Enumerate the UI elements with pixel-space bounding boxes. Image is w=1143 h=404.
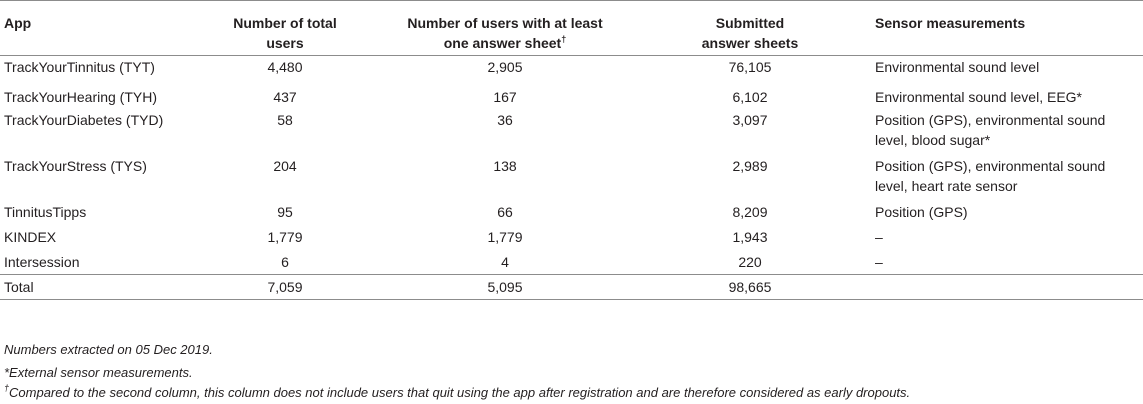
header-sensor: Sensor measurements: [875, 15, 1026, 31]
cell-sensor: [865, 275, 1143, 300]
footnote-dagger-text: Compared to the second column, this column does not include users that quit using the app after registration and are therefore considered as early dropouts.: [9, 385, 911, 400]
cell-submitted: 2,989: [732, 157, 768, 174]
header-app: App: [4, 15, 32, 31]
header-users-with-sheet-wrap: [395, 13, 615, 53]
header-submitted: [635, 1, 865, 56]
cell-total-users: 1,779: [267, 228, 303, 245]
cell-total-users: 58: [277, 111, 293, 128]
table-row: [0, 251, 1143, 275]
cell-app: Intersession: [4, 253, 80, 270]
cell-submitted: 76,105: [728, 59, 772, 75]
cell-total-users: 6: [281, 253, 289, 270]
cell-sensor: Position (GPS): [875, 203, 968, 220]
cell-submitted: 98,665: [728, 279, 772, 295]
cell-sensor: Environmental sound level, EEG*: [875, 88, 1082, 105]
cell-app: TrackYourHearing (TYH): [4, 88, 158, 105]
cell-users-with-sheet: 2,905: [487, 59, 523, 75]
cell-app: KINDEX: [4, 228, 57, 245]
cell-app: TrackYourTinnitus (TYT): [4, 59, 155, 75]
cell-total-users: 437: [273, 88, 297, 105]
header-total-users-text: Number of total users: [233, 15, 337, 51]
cell-users-with-sheet: 5,095: [487, 279, 523, 295]
footnote-extraction-date: Numbers extracted on 05 Dec 2019.: [4, 342, 213, 357]
cell-users-with-sheet: 138: [493, 157, 517, 174]
cell-sensor-text: Position (GPS), environmental sound level, heart rate sensor: [875, 157, 1106, 194]
table-row: [0, 56, 1143, 86]
cell-sensor-text: Position (GPS), environmental sound level, blood sugar*: [875, 111, 1106, 148]
cell-users-with-sheet: 4: [501, 253, 509, 270]
table-row: [0, 155, 1143, 201]
footnote-external-sensor: *External sensor measurements.: [4, 365, 193, 380]
cell-users-with-sheet: 66: [497, 203, 513, 220]
cell-submitted: 1,943: [732, 228, 768, 245]
cell-total-users: 95: [277, 203, 293, 220]
cell-total-label: Total: [4, 279, 34, 295]
cell-users-with-sheet: 36: [497, 111, 513, 128]
cell-sensor: –: [875, 253, 883, 270]
footnote-dagger: [4, 383, 910, 403]
table-row: [0, 226, 1143, 251]
cell-total-users: 7,059: [267, 279, 303, 295]
cell-users-with-sheet: 1,779: [487, 228, 523, 245]
cell-app: TrackYourDiabetes (TYD): [4, 111, 164, 128]
cell-submitted: 220: [738, 253, 762, 270]
cell-sensor: –: [875, 228, 883, 245]
dagger-mark: †: [561, 34, 567, 44]
cell-submitted: 8,209: [732, 203, 768, 220]
header-users-with-sheet-text: Number of users with at least one answer sheet: [407, 15, 603, 51]
cell-app: TrackYourStress (TYS): [4, 157, 147, 174]
cell-sensor: Environmental sound level: [875, 59, 1040, 75]
table-total-row: [0, 275, 1143, 300]
cell-total-users: 4,480: [267, 59, 303, 75]
table-row: [0, 201, 1143, 226]
cell-submitted: 3,097: [732, 111, 768, 128]
cell-app: TinnitusTipps: [4, 203, 87, 220]
dagger-mark: †: [4, 383, 10, 393]
cell-users-with-sheet: 167: [493, 88, 517, 105]
cell-sensor: [865, 155, 1143, 201]
cell-submitted: 6,102: [732, 88, 768, 105]
header-submitted-text: Submitted answer sheets: [701, 15, 799, 51]
header-users-with-sheet: [375, 1, 635, 56]
cell-sensor: [865, 109, 1143, 155]
header-total-users: [195, 1, 375, 56]
table-header-row: [0, 1, 1143, 56]
table-row: [0, 109, 1143, 155]
cell-total-users: 204: [273, 157, 297, 174]
table-row: [0, 86, 1143, 109]
